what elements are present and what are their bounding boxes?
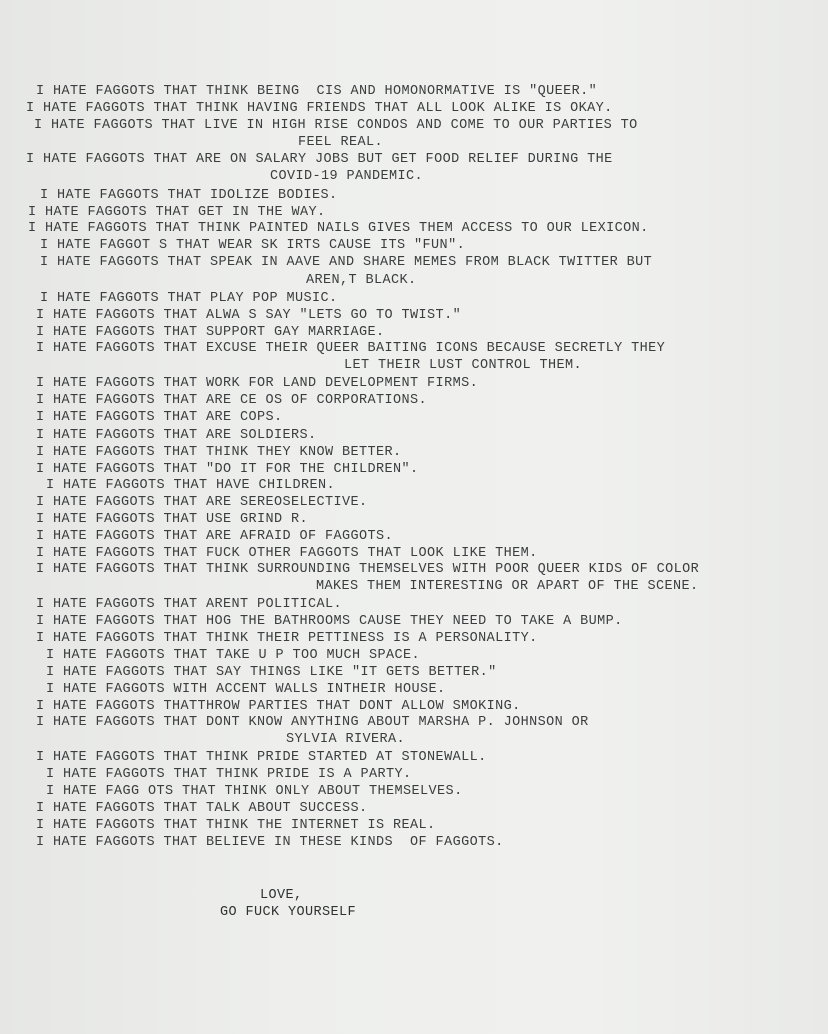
text-line: I HATE FAGGOTS THAT ARE COPS. xyxy=(36,410,283,425)
text-line: I HATE FAGGOTS THAT THINK SURROUNDING THEMSELVES WITH POOR QUEER KIDS OF COLOR xyxy=(36,562,700,577)
text-line: I HATE FAGGOTS THAT "DO IT FOR THE CHILDREN". xyxy=(36,462,419,477)
text-line: I HATE FAGGOTS THAT THINK PRIDE IS A PARTY. xyxy=(46,767,412,782)
text-line: I HATE FAGGOTS THAT SAY THINGS LIKE "IT GETS BETTER." xyxy=(46,665,497,680)
text-line: I HATE FAGGOTS THAT HAVE CHILDREN. xyxy=(46,478,336,493)
text-line: I HATE FAGGOTS THAT SPEAK IN AAVE AND SHARE MEMES FROM BLACK TWITTER BUT xyxy=(40,255,653,270)
text-line: I HATE FAGGOTS THAT USE GRIND R. xyxy=(36,512,309,527)
text-line: I HATE FAGGOTS THAT BELIEVE IN THESE KINDS OF FAGGOTS. xyxy=(36,835,504,850)
signoff-love: LOVE, xyxy=(260,888,303,903)
text-line: I HATE FAGG OTS THAT THINK ONLY ABOUT THEMSELVES. xyxy=(46,784,463,799)
text-line-continuation: AREN,T BLACK. xyxy=(306,273,417,288)
text-line: I HATE FAGGOTS THAT LIVE IN HIGH RISE CONDOS AND COME TO OUR PARTIES TO xyxy=(34,118,638,133)
text-line: I HATE FAGGOTS THAT THINK PRIDE STARTED AT STONEWALL. xyxy=(36,750,487,765)
text-line: I HATE FAGGOTS THAT DONT KNOW ANYTHING ABOUT MARSHA P. JOHNSON OR xyxy=(36,715,589,730)
text-line: I HATE FAGGOTS THAT THINK THEY KNOW BETTER. xyxy=(36,445,402,460)
text-line: I HATE FAGGOTS THAT THINK HAVING FRIENDS THAT ALL LOOK ALIKE IS OKAY. xyxy=(26,101,613,116)
text-line-continuation: COVID-19 PANDEMIC. xyxy=(270,169,424,184)
text-line: I HATE FAGGOTS THAT IDOLIZE BODIES. xyxy=(40,188,338,203)
text-line: I HATE FAGGOTS THAT GET IN THE WAY. xyxy=(28,205,326,220)
text-line: I HATE FAGGOTS THAT ARE SOLDIERS. xyxy=(36,428,317,443)
text-line-continuation: LET THEIR LUST CONTROL THEM. xyxy=(344,358,583,373)
text-line: I HATE FAGGOTS THAT WORK FOR LAND DEVELOPMENT FIRMS. xyxy=(36,376,479,391)
text-line: I HATE FAGGOTS THAT TAKE U P TOO MUCH SPACE. xyxy=(46,648,421,663)
text-line: I HATE FAGGOTS THAT ARE ON SALARY JOBS BUT GET FOOD RELIEF DURING THE xyxy=(26,152,613,167)
text-line: I HATE FAGGOT S THAT WEAR SK IRTS CAUSE ITS "FUN". xyxy=(40,238,466,253)
text-line: I HATE FAGGOTS THAT EXCUSE THEIR QUEER BAITING ICONS BECAUSE SECRETLY THEY xyxy=(36,341,666,356)
text-line: I HATE FAGGOTS THAT THINK THEIR PETTINESS IS A PERSONALITY. xyxy=(36,631,538,646)
text-line: I HATE FAGGOTS THAT ARE SEREOSELECTIVE. xyxy=(36,495,368,510)
text-line: I HATE FAGGOTS WITH ACCENT WALLS INTHEIR HOUSE. xyxy=(46,682,446,697)
text-line: I HATE FAGGOTS THAT THINK BEING CIS AND HOMONORMATIVE IS "QUEER." xyxy=(36,84,598,99)
text-line-continuation: FEEL REAL. xyxy=(298,135,384,150)
signoff-closing: GO FUCK YOURSELF xyxy=(220,905,357,920)
text-line-continuation: SYLVIA RIVERA. xyxy=(286,732,406,747)
text-line: I HATE FAGGOTS THAT PLAY POP MUSIC. xyxy=(40,291,338,306)
text-line: I HATE FAGGOTS THAT THINK PAINTED NAILS GIVES THEM ACCESS TO OUR LEXICON. xyxy=(28,221,649,236)
text-line: I HATE FAGGOTS THAT THINK THE INTERNET IS REAL. xyxy=(36,818,436,833)
text-line: I HATE FAGGOTS THATTHROW PARTIES THAT DONT ALLOW SMOKING. xyxy=(36,699,521,714)
text-line: I HATE FAGGOTS THAT SUPPORT GAY MARRIAGE. xyxy=(36,325,385,340)
text-line: I HATE FAGGOTS THAT HOG THE BATHROOMS CAUSE THEY NEED TO TAKE A BUMP. xyxy=(36,614,623,629)
text-line-continuation: MAKES THEM INTERESTING OR APART OF THE SCENE. xyxy=(316,579,699,594)
text-line: I HATE FAGGOTS THAT FUCK OTHER FAGGOTS THAT LOOK LIKE THEM. xyxy=(36,546,538,561)
text-line: I HATE FAGGOTS THAT ALWA S SAY "LETS GO TO TWIST." xyxy=(36,308,462,323)
text-line: I HATE FAGGOTS THAT ARE AFRAID OF FAGGOTS. xyxy=(36,529,394,544)
text-line: I HATE FAGGOTS THAT TALK ABOUT SUCCESS. xyxy=(36,801,368,816)
text-line: I HATE FAGGOTS THAT ARE CE OS OF CORPORATIONS. xyxy=(36,393,428,408)
text-line: I HATE FAGGOTS THAT ARENT POLITICAL. xyxy=(36,597,343,612)
